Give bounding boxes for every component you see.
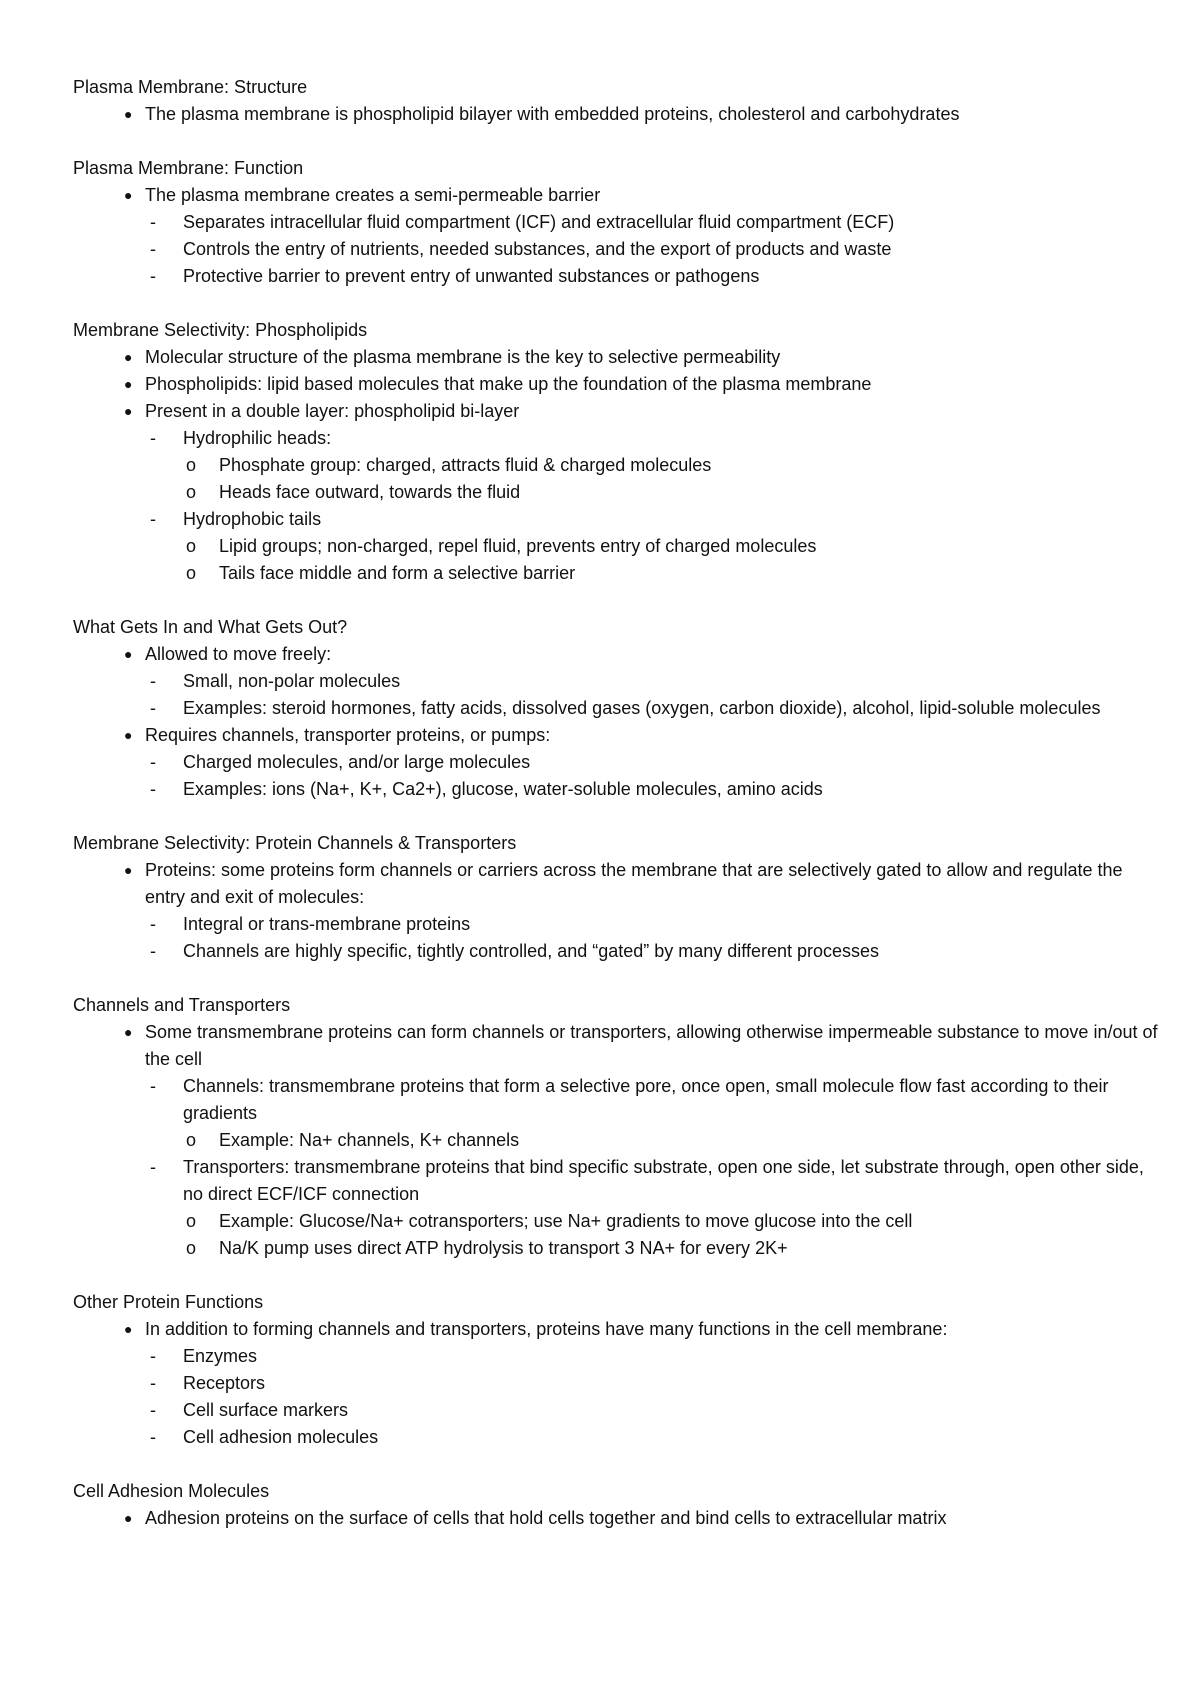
section <box>0 992 1200 1262</box>
bullet-list <box>0 641 1200 803</box>
list-item-text: Channels are highly specific, tightly controlled, and “gated” by many different processes <box>183 941 880 961</box>
section <box>0 74 1200 128</box>
list-item-text: The plasma membrane is phospholipid bilayer with embedded proteins, cholesterol and carbohydrates <box>145 104 960 124</box>
bullet-icon: ● <box>124 727 133 743</box>
dash-marker: - <box>150 428 156 448</box>
list-item-level-2 <box>0 1397 1200 1424</box>
list-item-level-2 <box>0 668 1200 695</box>
list-item-level-2 <box>0 911 1200 938</box>
list-item-text: Allowed to move freely: <box>145 644 332 664</box>
list-item-level-2 <box>0 1424 1200 1451</box>
list-item-level-1 <box>0 1505 1200 1532</box>
list-item-text: Examples: steroid hormones, fatty acids, dissolved gases (oxygen, carbon dioxide), alcohol, lipid-soluble molecules <box>183 698 1101 718</box>
bullet-icon: ● <box>124 376 133 392</box>
dash-marker: - <box>150 266 156 286</box>
circle-marker: o <box>186 1238 197 1258</box>
circle-marker: o <box>186 1130 197 1150</box>
section-heading: Membrane Selectivity: Protein Channels & Transporters <box>73 833 517 853</box>
section-heading: Plasma Membrane: Function <box>73 158 304 178</box>
circle-marker: o <box>186 1211 197 1231</box>
list-item-level-2 <box>0 776 1200 803</box>
list-item-text: The plasma membrane creates a semi-permeable barrier <box>145 185 601 205</box>
list-item-text: Requires channels, transporter proteins, or pumps: <box>145 725 551 745</box>
list-item-text: Example: Glucose/Na+ cotransporters; use Na+ gradients to move glucose into the cell <box>219 1211 913 1231</box>
list-item-level-2 <box>0 695 1200 722</box>
list-item-text: Phospholipids: lipid based molecules that make up the foundation of the plasma membrane <box>145 374 872 394</box>
section <box>0 830 1200 965</box>
bullet-list <box>0 101 1200 128</box>
dash-marker: - <box>150 1400 156 1420</box>
list-item-level-2 <box>0 1343 1200 1370</box>
bullet-icon: ● <box>124 646 133 662</box>
list-item-level-1 <box>0 857 1200 911</box>
list-item-level-2 <box>0 1370 1200 1397</box>
section <box>0 317 1200 587</box>
list-item-level-1 <box>0 182 1200 209</box>
list-item-level-1 <box>0 722 1200 749</box>
dash-marker: - <box>150 1427 156 1447</box>
list-item-text: Protective barrier to prevent entry of unwanted substances or pathogens <box>183 266 760 286</box>
list-item-level-2 <box>0 263 1200 290</box>
list-item-text: Hydrophobic tails <box>183 509 322 529</box>
list-item-level-1 <box>0 641 1200 668</box>
list-item-text: Tails face middle and form a selective barrier <box>219 563 576 583</box>
dash-marker: - <box>150 941 156 961</box>
dash-marker: - <box>150 779 156 799</box>
list-item-level-3 <box>0 1235 1200 1262</box>
section <box>0 155 1200 290</box>
list-item-text: Lipid groups; non-charged, repel fluid, prevents entry of charged molecules <box>219 536 817 556</box>
bullet-icon: ● <box>124 187 133 203</box>
section-heading: Cell Adhesion Molecules <box>73 1481 270 1501</box>
dash-marker: - <box>150 509 156 529</box>
circle-marker: o <box>186 563 197 583</box>
section-heading: What Gets In and What Gets Out? <box>73 617 348 637</box>
dash-marker: - <box>150 239 156 259</box>
list-item-text: Channels: transmembrane proteins that form a selective pore, once open, small molecule flow fast according to their gradients <box>183 1076 1109 1123</box>
list-item-text: Phosphate group: charged, attracts fluid & charged molecules <box>219 455 712 475</box>
list-item-level-3 <box>0 1208 1200 1235</box>
list-item-text: Cell surface markers <box>183 1400 349 1420</box>
list-item-level-3 <box>0 452 1200 479</box>
dash-marker: - <box>150 698 156 718</box>
list-item-level-3 <box>0 533 1200 560</box>
list-item-text: Na/K pump uses direct ATP hydrolysis to transport 3 NA+ for every 2K+ <box>219 1238 788 1258</box>
circle-marker: o <box>186 536 197 556</box>
section-heading: Plasma Membrane: Structure <box>73 77 308 97</box>
list-item-text: Transporters: transmembrane proteins that bind specific substrate, open one side, let substrate through, open other side, no direct ECF/ICF connection <box>183 1157 1144 1204</box>
bullet-list <box>0 1316 1200 1451</box>
list-item-text: Hydrophilic heads: <box>183 428 332 448</box>
dash-marker: - <box>150 752 156 772</box>
section-heading: Membrane Selectivity: Phospholipids <box>73 320 368 340</box>
circle-marker: o <box>186 482 197 502</box>
list-item-text: Integral or trans-membrane proteins <box>183 914 471 934</box>
list-item-level-2 <box>0 209 1200 236</box>
section-heading: Channels and Transporters <box>73 995 291 1015</box>
list-item-level-3 <box>0 479 1200 506</box>
list-item-level-3 <box>0 560 1200 587</box>
list-item-level-2 <box>0 425 1200 452</box>
list-item-text: In addition to forming channels and transporters, proteins have many functions in the cell membrane: <box>145 1319 948 1339</box>
list-item-text: Small, non-polar molecules <box>183 671 401 691</box>
list-item-text: Controls the entry of nutrients, needed substances, and the export of products and waste <box>183 239 892 259</box>
bullet-icon: ● <box>124 403 133 419</box>
list-item-text: Present in a double layer: phospholipid bi-layer <box>145 401 520 421</box>
list-item-level-1 <box>0 371 1200 398</box>
dash-marker: - <box>150 1157 156 1177</box>
circle-marker: o <box>186 455 197 475</box>
list-item-level-1 <box>0 1316 1200 1343</box>
dash-marker: - <box>150 914 156 934</box>
document-content <box>0 74 1200 1532</box>
list-item-level-3 <box>0 1127 1200 1154</box>
list-item-text: Enzymes <box>183 1346 258 1366</box>
bullet-icon: ● <box>124 1510 133 1526</box>
list-item-level-1 <box>0 344 1200 371</box>
bullet-icon: ● <box>124 349 133 365</box>
bullet-icon: ● <box>124 1321 133 1337</box>
list-item-text: Some transmembrane proteins can form channels or transporters, allowing otherwise impermeable substance to move in/out of the cell <box>145 1022 1158 1069</box>
list-item-level-1 <box>0 1019 1200 1073</box>
dash-marker: - <box>150 212 156 232</box>
section <box>0 1289 1200 1451</box>
list-item-text: Proteins: some proteins form channels or carriers across the membrane that are selectively gated to allow and regulate the entry and exit of molecules: <box>145 860 1123 907</box>
list-item-level-1 <box>0 101 1200 128</box>
list-item-level-1 <box>0 398 1200 425</box>
list-item-level-2 <box>0 749 1200 776</box>
bullet-icon: ● <box>124 106 133 122</box>
list-item-text: Example: Na+ channels, K+ channels <box>219 1130 520 1150</box>
list-item-level-2 <box>0 938 1200 965</box>
list-item-level-2 <box>0 1073 1200 1127</box>
section-heading: Other Protein Functions <box>73 1292 264 1312</box>
dash-marker: - <box>150 1076 156 1096</box>
list-item-text: Receptors <box>183 1373 266 1393</box>
list-item-level-2 <box>0 1154 1200 1208</box>
bullet-list <box>0 857 1200 965</box>
list-item-text: Adhesion proteins on the surface of cells that hold cells together and bind cells to extracellular matrix <box>145 1508 947 1528</box>
bullet-list <box>0 1505 1200 1532</box>
bullet-list <box>0 1019 1200 1262</box>
bullet-list <box>0 182 1200 290</box>
list-item-level-2 <box>0 506 1200 533</box>
list-item-text: Separates intracellular fluid compartment (ICF) and extracellular fluid compartment (ECF) <box>183 212 895 232</box>
list-item-text: Molecular structure of the plasma membrane is the key to selective permeability <box>145 347 781 367</box>
bullet-icon: ● <box>124 862 133 878</box>
bullet-icon: ● <box>124 1024 133 1040</box>
list-item-text: Examples: ions (Na+, K+, Ca2+), glucose, water-soluble molecules, amino acids <box>183 779 823 799</box>
bullet-list <box>0 344 1200 587</box>
section <box>0 1478 1200 1532</box>
dash-marker: - <box>150 671 156 691</box>
list-item-level-2 <box>0 236 1200 263</box>
list-item-text: Charged molecules, and/or large molecules <box>183 752 531 772</box>
list-item-text: Heads face outward, towards the fluid <box>219 482 521 502</box>
list-item-text: Cell adhesion molecules <box>183 1427 379 1447</box>
dash-marker: - <box>150 1346 156 1366</box>
section <box>0 614 1200 803</box>
dash-marker: - <box>150 1373 156 1393</box>
